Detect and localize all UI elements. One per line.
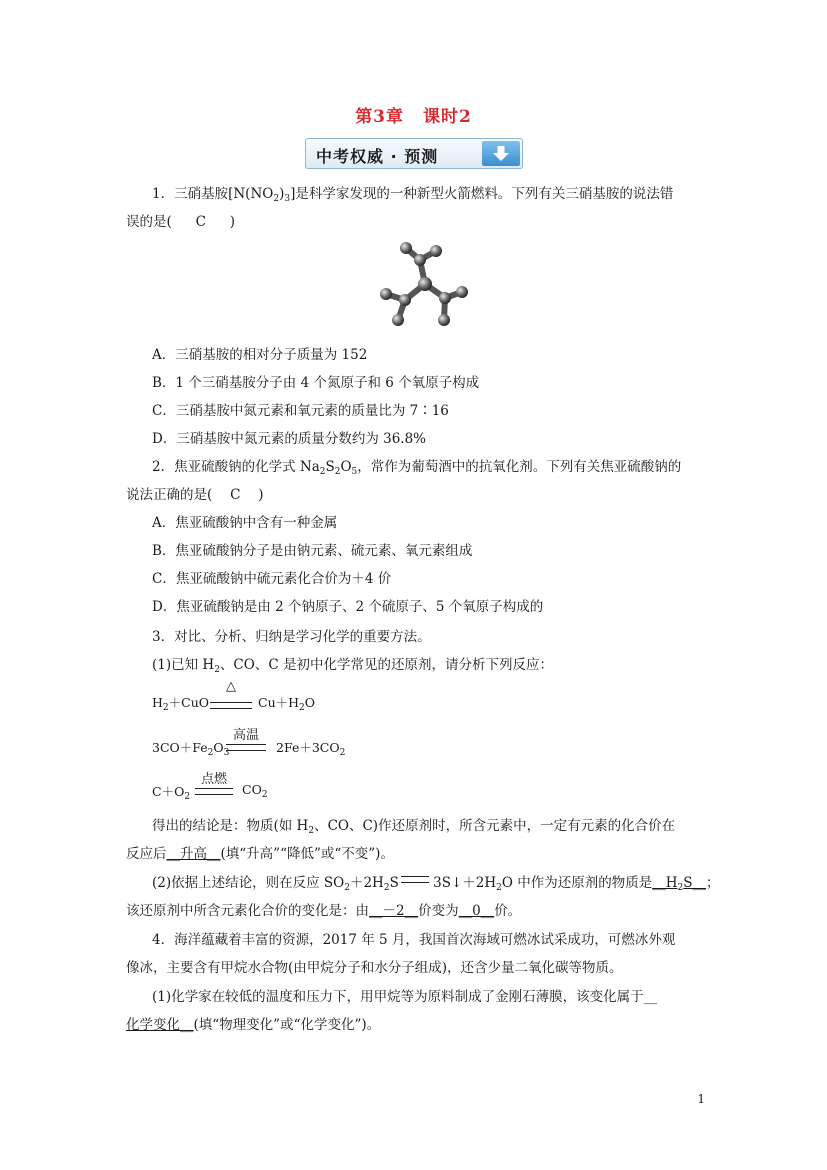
equation-1-left: $H_2+CuO$: [152, 695, 210, 713]
q2-option-c: C．焦亚硫酸钠中硫元素化合价为＋4 价: [152, 571, 392, 587]
q3-part2-line2: 该还原剂中所含元素化合价的变化是：由__－2__价变为__0__价。: [126, 903, 522, 919]
molecule-image: [378, 236, 478, 331]
q4-stem-line1: 4．海洋蕴藏着丰富的资源，2017 年 5 月，我国首次海域可燃冰试采成功，可燃冰外观: [152, 932, 676, 948]
q3-conclusion-line1: 得出的结论是：物质(如 $H_2$、CO、C)作还原剂时，所含元素中，一定有元素的化合价在: [152, 818, 676, 836]
equation-2-equals: [226, 744, 266, 751]
q3-part1: (1)已知 $H_2$、CO、C 是初中化学常见的还原剂，请分析下列反应：: [152, 657, 553, 675]
equation-3-condition: 点燃: [200, 772, 227, 787]
q1-option-b: B．1 个三硝基胺分子由 4 个氮原子和 6 个氧原子构成: [152, 375, 480, 391]
equation-3-right: $CO_2$: [242, 782, 268, 800]
equation-1-equals: [210, 702, 252, 709]
q1-stem-line2: 误的是( C ): [126, 214, 236, 230]
q1-option-d: D．三硝基胺中氮元素的质量分数约为 36.8%: [152, 431, 427, 447]
q3-part2-line1: (2)依据上述结论，则在反应 $SO_2+2H_2S$ $3S↓+2H_2O$ 中作为还原剂的物质是$\_\_H_2S\_\_$；: [152, 875, 720, 893]
equation-2-right: $2Fe+3CO_2$: [276, 740, 346, 758]
banner-text: 中考权威 · 预测: [316, 147, 439, 166]
q3-conclusion-line2: 反应后__升高__(填“升高”“降低”或“不变”)。: [126, 846, 394, 862]
lesson-label: 课时2: [422, 107, 472, 127]
equation-2-left: $3CO+Fe_2O_3$: [152, 740, 230, 758]
page-title: [0, 102, 827, 127]
q2-answer: C: [230, 487, 241, 503]
equation-1-condition: △: [226, 679, 236, 694]
q1-answer: C: [195, 214, 206, 230]
q2-stem-line2: 说法正确的是( C ): [126, 487, 264, 503]
equation-2-condition: 高温: [232, 728, 259, 743]
q1-option-a: A．三硝基胺的相对分子质量为 152: [152, 347, 368, 363]
q1-option-c: C．三硝基胺中氮元素和氧元素的质量比为 7∶16: [152, 403, 449, 419]
q2-stem-line1: 2．焦亚硫酸钠的化学式 $Na_2S_2O_5$，常作为葡萄酒中的抗氧化剂。下列有关焦亚硫酸钠的: [152, 459, 682, 477]
q4-answer: 化学变化__: [126, 1017, 194, 1033]
q2-option-b: B．焦亚硫酸钠分子是由钠元素、硫元素、氧元素组成: [152, 543, 473, 559]
q3-answer-2: $\_\_H_2S\_\_$: [652, 875, 706, 893]
q3-answer-3: __－2__: [369, 903, 419, 919]
equation-3-equals: [195, 788, 233, 795]
equation-1-right: $Cu+H_2O$: [258, 695, 316, 713]
q1-stem-line1: 1．三硝基胺$[N(NO_2)_3]$是科学家发现的一种新型火箭燃料。下列有关三硝基胺的说法错: [152, 186, 674, 204]
section-banner: [305, 138, 523, 169]
q4-part1-line2: 化学变化__(填“物理变化”或“化学变化”)。: [126, 1017, 381, 1033]
page-number: 1: [697, 1092, 705, 1106]
equation-3-left: $C+O_2$: [152, 784, 191, 802]
chapter-label: 第3章: [355, 107, 405, 127]
q4-stem-line2: 像冰，主要含有甲烷水合物(由甲烷分子和水分子组成)，还含少量二氧化碳等物质。: [126, 960, 623, 976]
q4-part1-line1: (1)化学家在较低的温度和压力下，用甲烷等为原料制成了金刚石薄膜，该变化属于__: [152, 989, 658, 1005]
q2-option-d: D．焦亚硫酸钠是由 2 个钠原子、2 个硫原子、5 个氧原子构成的: [152, 599, 544, 615]
q2-option-a: A．焦亚硫酸钠中含有一种金属: [152, 515, 338, 531]
q3-answer-1: __升高__: [166, 846, 221, 862]
q3-stem: 3．对比、分析、归纳是学习化学的重要方法。: [152, 629, 431, 645]
download-arrow-icon[interactable]: [482, 141, 520, 166]
q3-answer-4: __0__: [458, 903, 495, 919]
